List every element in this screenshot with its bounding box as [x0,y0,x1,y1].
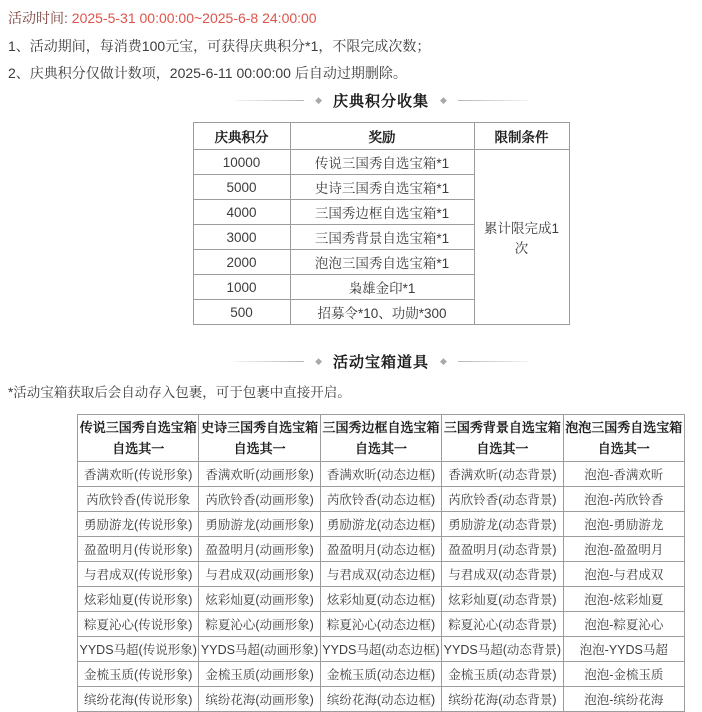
points-section [77,90,685,325]
box-item: 香满欢昕(动画形象) [199,462,320,487]
box-item: 泡泡-金梳玉质 [563,662,684,687]
box-item: 芮欣铃香(传说形象 [78,487,199,512]
box-item: 缤纷花海(动画形象) [199,687,320,712]
box-item: 盈盈明月(动画形象) [199,537,320,562]
box-item: 粽夏沁心(传说形象) [78,612,199,637]
box-item: 炫彩灿夏(动态背景) [442,587,563,612]
box-item: YYDS马超(动态边框) [320,637,441,662]
box-item: 泡泡-炫彩灿夏 [563,587,684,612]
box-item: 泡泡-香满欢昕 [563,462,684,487]
box-item: 泡泡-缤纷花海 [563,687,684,712]
reward-value: 传说三国秀自选宝箱*1 [290,150,474,175]
box-pick-subtitle: 自选其一 [354,441,407,456]
box-usage-note: *活动宝箱获取后会自动存入包裹，可于包裹中直接开启。 [8,385,351,400]
points-table-header-row [193,123,569,150]
section-header-points [77,90,685,110]
boxes-section-header-block [77,351,685,371]
box-column-header [563,415,684,462]
limit-column-header: 限制条件 [474,123,569,150]
points-value: 2000 [193,250,290,275]
box-item: YYDS马超(动态背景) [442,637,563,662]
rule-1: 1、活动期间，每消费100元宝，可获得庆典积分*1，不限完成次数； [8,38,431,54]
box-item: 香满欢昕(传说形象) [78,462,199,487]
box-item: 炫彩灿夏(动画形象) [199,587,320,612]
box-item: 炫彩灿夏(传说形象) [78,587,199,612]
event-time-value: 2025-5-31 00:00:00~2025-6-8 24:00:00 [71,10,317,26]
box-pick-subtitle: 自选其一 [476,441,529,456]
box-name: 三国秀背景自选宝箱 [443,420,561,435]
points-table [193,122,570,325]
box-column-header [320,415,441,462]
box-name: 泡泡三国秀自选宝箱 [565,420,683,435]
limit-condition: 累计限完成1次 [474,150,569,325]
points-value: 1000 [193,275,290,300]
box-pick-subtitle: 自选其一 [112,441,165,456]
box-item: 泡泡-盈盈明月 [563,537,684,562]
boxes-table [77,414,685,712]
box-column-header [199,415,320,462]
box-item: 香满欢昕(动态背景) [442,462,563,487]
box-name: 史诗三国秀自选宝箱 [201,420,319,435]
box-pick-subtitle: 自选其一 [233,441,286,456]
reward-column-header: 奖励 [290,123,474,150]
box-item: 金梳玉质(动态背景) [442,662,563,687]
decorative-line [234,361,304,362]
box-item-row [78,587,685,612]
box-item: 与君成双(动态背景) [442,562,563,587]
box-item: 粽夏沁心(动画形象) [199,612,320,637]
diamond-icon: ◆ [315,94,322,105]
box-item-row [78,662,685,687]
points-value: 10000 [193,150,290,175]
reward-value: 招募令*10、功勋*300 [290,300,474,325]
box-item: 与君成双(动态边框) [320,562,441,587]
box-item-row [78,687,685,712]
box-item: 泡泡-与君成双 [563,562,684,587]
box-item: YYDS马超(传说形象) [78,637,199,662]
box-item: 勇励游龙(传说形象) [78,512,199,537]
points-value: 500 [193,300,290,325]
section-header-boxes [77,351,685,371]
box-item: 芮欣铃香(动态边框) [320,487,441,512]
reward-value: 史诗三国秀自选宝箱*1 [290,175,474,200]
box-item: 与君成双(传说形象) [78,562,199,587]
box-item: 缤纷花海(动态边框) [320,687,441,712]
box-item: 缤纷花海(传说形象) [78,687,199,712]
box-item-row [78,637,685,662]
box-item: 泡泡-YYDS马超 [563,637,684,662]
box-column-header [442,415,563,462]
box-item: 泡泡-芮欣铃香 [563,487,684,512]
box-item: 盈盈明月(动态背景) [442,537,563,562]
section-title-boxes: 活动宝箱道具 [332,353,429,371]
diamond-icon: ◆ [440,94,447,105]
box-pick-subtitle: 自选其一 [597,441,650,456]
section-title-points: 庆典积分收集 [332,92,429,110]
box-item: 勇励游龙(动态边框) [320,512,441,537]
event-notice-page [0,8,702,712]
points-value: 5000 [193,175,290,200]
box-name: 传说三国秀自选宝箱 [79,420,197,435]
box-item: 金梳玉质(动态边框) [320,662,441,687]
box-name: 三国秀边框自选宝箱 [322,420,440,435]
box-item-row [78,612,685,637]
box-item: 泡泡-粽夏沁心 [563,612,684,637]
points-value: 3000 [193,225,290,250]
diamond-icon: ◆ [315,355,322,366]
box-item: 与君成双(动画形象) [199,562,320,587]
points-column-header: 庆典积分 [193,123,290,150]
box-item: 金梳玉质(动画形象) [199,662,320,687]
box-item-row [78,512,685,537]
points-table-row [193,150,569,175]
rule-2: 2、庆典积分仅做计数项，2025-6-11 00:00:00 后自动过期删除。 [8,65,407,81]
box-item-row [78,462,685,487]
decorative-line [458,100,528,101]
reward-value: 三国秀背景自选宝箱*1 [290,225,474,250]
event-time-label: 活动时间: [8,10,68,26]
points-value: 4000 [193,200,290,225]
box-item: 盈盈明月(传说形象) [78,537,199,562]
box-item: 香满欢昕(动态边框) [320,462,441,487]
box-item: 盈盈明月(动态边框) [320,537,441,562]
event-time-line [8,8,702,28]
box-item: YYDS马超(动画形象) [199,637,320,662]
box-column-header [78,415,199,462]
reward-value: 三国秀边框自选宝箱*1 [290,200,474,225]
decorative-line [234,100,304,101]
box-item: 粽夏沁心(动态背景) [442,612,563,637]
reward-value: 枭雄金印*1 [290,275,474,300]
box-item: 勇励游龙(动画形象) [199,512,320,537]
box-item: 炫彩灿夏(动态边框) [320,587,441,612]
decorative-line [458,361,528,362]
box-item-row [78,537,685,562]
box-item-row [78,562,685,587]
box-item: 粽夏沁心(动态边框) [320,612,441,637]
box-item: 泡泡-勇励游龙 [563,512,684,537]
box-item: 金梳玉质(传说形象) [78,662,199,687]
box-item: 芮欣铃香(动画形象) [199,487,320,512]
diamond-icon: ◆ [440,355,447,366]
boxes-table-header-row [78,415,685,462]
box-item-row [78,487,685,512]
box-item: 缤纷花海(动态背景) [442,687,563,712]
reward-value: 泡泡三国秀自选宝箱*1 [290,250,474,275]
box-item: 勇励游龙(动态背景) [442,512,563,537]
box-item: 芮欣铃香(动态背景) [442,487,563,512]
